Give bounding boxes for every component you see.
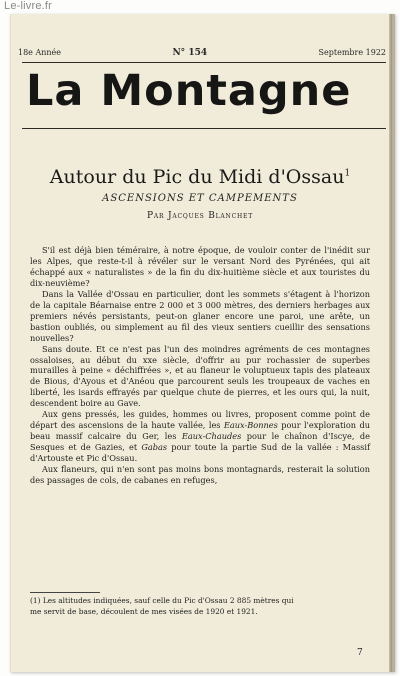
article-title — [0, 166, 400, 188]
masthead-year: 18e Année — [18, 48, 62, 57]
article-paragraph: Dans la Vallée d'Ossau en particulier, dont les sommets s'étagent à l'horizon de la capitale Béarnaise entre 2 000 et 3 000 mètres, des derniers herbages aux premiers névés persistants, peut-on glaner encore une paroi, une arête, un bastion oubliés, ou simplement au fil des vieux sentiers cueillir des sensations nouvelles? — [30, 288, 370, 343]
masthead-date: Septembre 1922 — [318, 48, 386, 57]
place-name-italic: Eaux-Bonnes — [223, 420, 278, 431]
page-edge-shadow — [389, 14, 392, 672]
article-title-text: Autour du Pic du Midi d'Ossau — [49, 166, 345, 188]
watermark-text: Le-livre.fr — [4, 0, 53, 12]
article-subtitle: ASCENSIONS ET CAMPEMENTS — [102, 193, 298, 204]
masthead-rule-bottom — [22, 128, 386, 129]
footnote — [30, 596, 370, 618]
article-body — [30, 238, 370, 486]
article-title-footnote-ref: 1 — [344, 168, 351, 179]
masthead-rule-top — [22, 62, 386, 63]
footnote-line-2: me servit de base, découlent de mes visées de 1920 et 1921. — [30, 606, 258, 616]
journal-title: La Montagne — [26, 66, 352, 116]
article-paragraph: Sans doute. Et ce n'est pas l'un des moindres agréments de ces montagnes ossaloises, au début du xxe siècle, d'offrir au pur rochassier de superbes murailles à peine « déchiffrées », et au flaneur le voluptueux tapis des plateaux de Bious, d'Ayous et d'Anéou que parcourent seuls les troupeaux de vaches en liberté, les isards effrayés par quelque chute de pierres, et les ours qui, la nuit, descendent boire au Gave. — [30, 343, 370, 409]
article-paragraph: S'il est déjà bien téméraire, à notre époque, de vouloir conter de l'inédit sur les Alpes, que reste-t-il à révéler sur le versant Nord des Pyrénées, qui ait échappé aux « naturalistes » de la fin du dix-huitième siècle et aux touristes du dix-neuvième? — [30, 245, 370, 288]
masthead-info-line — [18, 48, 386, 58]
article-byline: Par Jacques Blanchet — [146, 211, 253, 221]
masthead-issue-number: N° 154 — [172, 48, 208, 58]
article-paragraph: Aux flaneurs, qui n'en sont pas moins bons montagnards, resterait la solution des passages de cols, de cabanes en refuges, — [30, 464, 370, 486]
footnote-rule — [30, 592, 100, 593]
page-number: 7 — [357, 648, 363, 658]
article-paragraph: Aux gens pressés, les guides, hommes ou livres, proposent comme point de départ des ascensions de la haute vallée, les Eaux-Bonnes pour l'exploration du beau massif calcaire du Ger, les Eaux-Chaudes pour le chaînon d'Iscye, de Sesques et de Gazies, et Gabas pour toute la partie Sud de la vallée : Massif d'Artouste et Pic d'Ossau. — [30, 409, 371, 464]
place-name-italic: Gabas — [141, 442, 168, 453]
place-name-italic: Eaux-Chaudes — [181, 431, 242, 442]
footnote-line-1: (1) Les altitudes indiquées, sauf celle du Pic d'Ossau 2 885 mètres qui — [30, 596, 294, 605]
